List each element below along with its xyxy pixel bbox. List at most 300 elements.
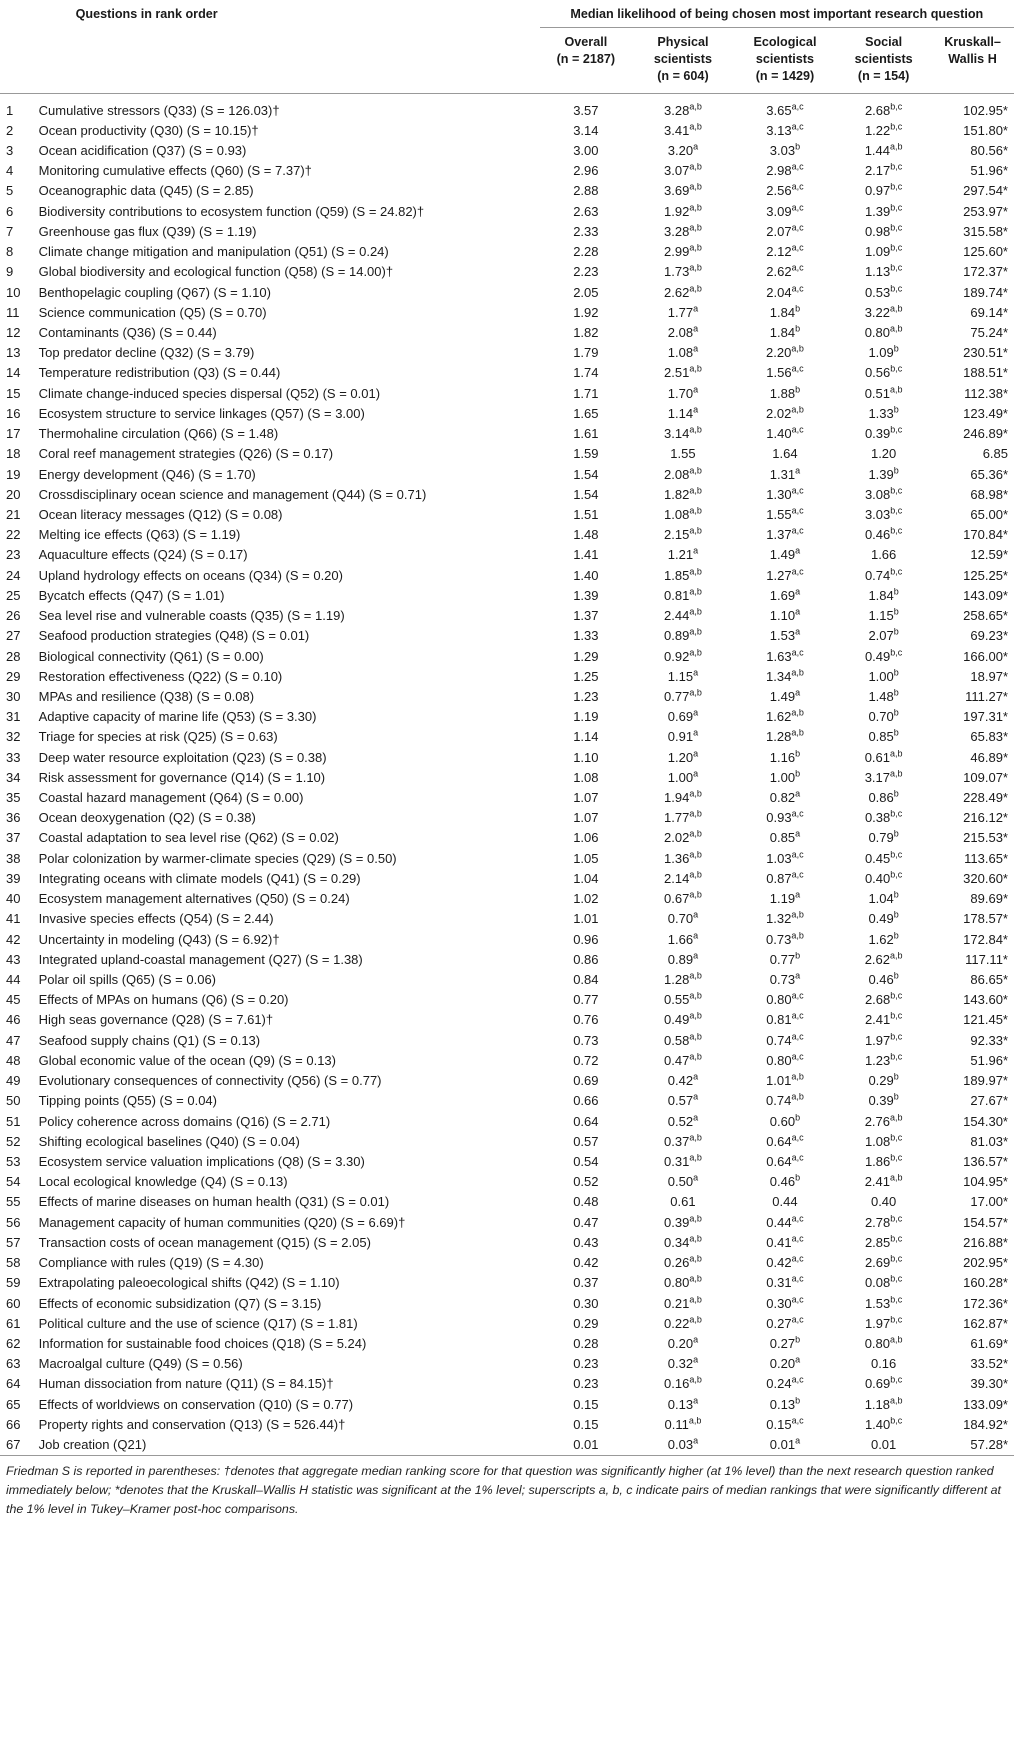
table-row [0,707,1014,727]
physical-cell: 1.73$^{a,b}$ [664,263,702,280]
table-row [0,444,1014,464]
significance-superscript: b,c [890,505,903,516]
question-cell: Polar colonization by warmer-climate species (Q29) (S = 0.50) [38,850,397,866]
rank-cell: 23 [6,547,21,563]
question-cell: Job creation (Q21) [38,1437,147,1453]
kruskall-wallis-cell: 86.65* [970,972,1008,988]
significance-superscript: a,b [689,788,702,799]
rank-cell: 56 [6,1214,21,1230]
ecological-cell: 1.34$^{a,b}$ [766,667,804,684]
social-cell: 1.09$^b$ [868,343,899,361]
social-cell: 2.68$^{b,c}$ [864,990,903,1008]
kruskall-wallis-cell: 151.80* [963,122,1008,138]
kruskall-wallis-cell: 172.84* [963,931,1008,947]
physical-cell: 0.37$^{a,b}$ [664,1132,702,1149]
physical-cell: 0.57$^a$ [667,1092,699,1109]
overall-cell: 0.73 [573,1032,599,1048]
significance-superscript: b [893,586,899,597]
significance-superscript: a,c [791,121,804,132]
overall-cell: 2.28 [573,244,599,260]
significance-superscript: a,b [689,1294,702,1305]
overall-cell: 0.84 [573,972,599,988]
overall-cell: 0.15 [573,1416,599,1432]
significance-superscript: a [693,728,699,739]
kruskall-wallis-cell: 104.95* [963,1174,1008,1190]
significance-superscript: b,c [890,525,903,536]
table-row [0,909,1014,929]
ecological-cell: 2.56$^{a,c}$ [766,182,804,199]
significance-superscript: a [693,141,699,152]
kruskall-wallis-cell: 246.89* [963,426,1008,442]
significance-superscript: a [795,829,801,840]
physical-cell: 2.99$^{a,b}$ [664,242,702,260]
overall-cell: 1.40 [573,567,599,583]
social-cell: 1.66 [870,547,897,563]
significance-superscript: a,b [689,687,702,698]
significance-superscript: b,c [890,647,903,658]
significance-superscript: a [693,384,699,395]
significance-superscript: b,c [890,182,903,193]
question-cell: Compliance with rules (Q19) (S = 4.30) [38,1255,264,1271]
physical-cell: 0.16$^{a,b}$ [664,1375,702,1392]
kruskall-wallis-cell: 57.28* [970,1437,1008,1453]
ecological-cell: 1.00$^b$ [769,768,801,785]
question-cell: Shifting ecological baselines (Q40) (S = 0.04) [38,1133,300,1149]
kruskall-wallis-cell: 133.09* [963,1396,1008,1412]
significance-superscript: a,b [689,222,702,233]
question-cell: Coastal hazard management (Q64) (S = 0.00) [38,790,304,806]
significance-superscript: a,b [890,384,903,395]
kruskall-wallis-cell: 46.89* [970,749,1008,765]
rank-cell: 36 [6,810,21,826]
table-row [0,1172,1014,1192]
significance-superscript: b [795,141,801,152]
significance-superscript: b [893,970,899,981]
ecological-cell: 2.02$^{a,b}$ [766,404,804,421]
significance-superscript: b,c [890,1233,903,1244]
significance-superscript: b [795,1395,801,1406]
significance-superscript: a,b [791,930,804,941]
physical-cell: 1.15$^a$ [667,667,699,684]
overall-cell: 1.01 [573,911,599,927]
significance-superscript: a,b [890,768,903,779]
physical-cell: 0.55$^{a,b}$ [664,990,702,1008]
social-cell: 1.08$^{b,c}$ [864,1132,903,1149]
significance-superscript: a,c [791,1011,804,1022]
rank-cell: 21 [6,506,21,522]
table-row [0,686,1014,706]
kruskall-wallis-cell: 216.12* [963,810,1008,826]
significance-superscript: b,c [890,1132,903,1143]
kruskall-wallis-cell: 68.98* [970,486,1008,502]
rank-cell: 51 [6,1113,21,1129]
overall-cell: 0.23 [573,1376,599,1392]
overall-cell: 0.57 [573,1133,599,1149]
significance-superscript: a,b [890,323,903,334]
overall-cell: 1.07 [573,810,599,826]
social-cell: 1.84$^b$ [868,586,899,603]
table-row [0,383,1014,403]
question-cell: Effects of marine diseases on human health (Q31) (S = 0.01) [38,1194,390,1210]
ecological-cell: 0.81$^{a,c}$ [766,1011,804,1028]
table-row [0,1273,1014,1293]
table-row [0,969,1014,989]
significance-superscript: a,b [890,950,903,961]
table-row [0,1414,1014,1434]
significance-superscript: b [893,829,899,840]
overall-cell: 3.00 [573,143,599,159]
table-row [0,403,1014,423]
rank-cell: 59 [6,1275,21,1291]
ecological-cell: 2.12$^{a,c}$ [766,242,804,260]
rank-cell: 10 [6,284,21,300]
ecological-cell: 0.74$^{a,c}$ [766,1031,804,1048]
kruskall-wallis-cell: 188.51* [963,365,1008,381]
question-cell: Management capacity of human communities (Q20) (S = 6.69)† [38,1214,406,1230]
question-cell: Effects of MPAs on humans (Q6) (S = 0.20) [38,992,289,1008]
ecological-cell: 1.40$^{a,c}$ [766,424,804,442]
overall-cell: 1.41 [573,547,599,563]
question-cell: Political culture and the use of science (Q17) (S = 1.81) [38,1315,358,1331]
table-row [0,1212,1014,1232]
rank-cell: 50 [6,1093,21,1109]
question-cell: Adaptive capacity of marine life (Q53) (S = 3.30) [38,709,317,725]
rank-cell: 58 [6,1255,21,1271]
overall-cell: 0.76 [573,1012,599,1028]
kruskall-wallis-cell: 27.67* [970,1093,1008,1109]
table-row [0,94,1014,121]
table-body [0,94,1014,1456]
kruskall-wallis-cell: 75.24* [970,325,1008,341]
footnote-row [0,1455,1014,1519]
significance-superscript: a,b [890,1172,903,1183]
significance-superscript: b,c [890,808,903,819]
significance-superscript: b [893,667,899,678]
significance-superscript: a,b [689,364,702,375]
question-cell: Evolutionary consequences of connectivity (Q56) (S = 0.77) [38,1073,382,1089]
significance-superscript: b [795,1172,801,1183]
significance-superscript: a,b [689,242,702,253]
overall-cell: 2.96 [573,163,599,179]
social-cell: 1.86$^{b,c}$ [864,1152,903,1169]
question-cell: Top predator decline (Q32) (S = 3.79) [38,345,255,361]
table-row [0,889,1014,909]
kruskall-wallis-cell: 80.56* [970,143,1008,159]
rank-cell: 4 [6,163,14,179]
question-cell: Integrated upland-coastal management (Q27) (S = 1.38) [38,951,363,967]
rank-cell: 63 [6,1356,21,1372]
question-cell: Global biodiversity and ecological function (Q58) (S = 14.00)† [38,264,394,280]
overall-cell: 3.14 [573,122,599,138]
overall-cell: 1.74 [573,365,599,381]
overall-cell: 0.28 [573,1335,599,1351]
physical-cell: 3.14$^{a,b}$ [664,424,702,442]
table-row [0,525,1014,545]
physical-cell: 0.49$^{a,b}$ [664,1011,702,1028]
significance-superscript: a,b [689,606,702,617]
ecological-cell: 2.62$^{a,c}$ [766,263,804,280]
table-row [0,747,1014,767]
overall-cell: 3.57 [573,102,599,118]
question-cell: Energy development (Q46) (S = 1.70) [38,466,256,482]
rank-cell: 31 [6,709,21,725]
table-row [0,504,1014,524]
rankings-table [0,6,1014,1519]
kruskall-wallis-cell: 113.65* [964,850,1008,866]
rank-cell: 12 [6,325,21,341]
table-row [0,302,1014,322]
overall-cell: 1.82 [573,325,599,341]
kruskall-wallis-cell: 65.36* [970,466,1008,482]
table-row [0,1010,1014,1030]
significance-superscript: a [693,1071,699,1082]
question-cell: Macroalgal culture (Q49) (S = 0.56) [38,1356,243,1372]
physical-cell: 1.94$^{a,b}$ [664,788,702,806]
significance-superscript: a [693,404,699,415]
table-row [0,1354,1014,1374]
question-cell: Aquaculture effects (Q24) (S = 0.17) [38,547,248,563]
significance-superscript: a,c [791,1375,804,1386]
question-cell: Ocean productivity (Q30) (S = 10.15)† [38,122,259,138]
significance-superscript: a [693,930,699,941]
question-cell: Biodiversity contributions to ecosystem function (Q59) (S = 24.82)† [38,203,425,219]
significance-superscript: b,c [890,222,903,233]
table-row [0,1192,1014,1212]
physical-cell: 0.67$^{a,b}$ [664,889,702,907]
rank-cell: 8 [6,244,14,260]
significance-superscript: b,c [890,364,903,375]
ecological-cell: 0.80$^{a,c}$ [766,990,804,1008]
significance-superscript: a,c [791,182,804,193]
kruskall-wallis-cell: 253.97* [963,203,1008,219]
kruskall-wallis-cell: 258.65* [963,608,1008,624]
table-row [0,424,1014,444]
overall-cell: 0.96 [573,931,599,947]
kruskall-wallis-cell: 39.30* [970,1376,1008,1392]
significance-superscript: b [795,1112,801,1123]
overall-cell: 1.51 [573,506,599,522]
table-row [0,990,1014,1010]
col-header-overall: Overall (n = 2187) [540,28,633,94]
significance-superscript: b,c [890,1051,903,1062]
rank-cell: 44 [6,972,21,988]
ecological-cell: 3.03$^b$ [769,141,801,159]
ecological-cell: 1.84$^b$ [769,323,801,341]
ecological-cell: 1.30$^{a,c}$ [766,485,804,502]
significance-superscript: a,c [791,485,804,496]
physical-cell: 0.21$^{a,b}$ [664,1294,702,1311]
social-cell: 1.15$^b$ [868,606,899,624]
rank-cell: 37 [6,830,21,846]
ecological-cell: 0.44$^{a,c}$ [766,1213,804,1230]
physical-cell: 1.70$^a$ [667,384,699,401]
ecological-cell: 0.93$^{a,c}$ [766,808,804,826]
significance-superscript: a [795,586,801,597]
social-cell: 0.51$^{a,b}$ [864,384,903,401]
social-cell: 3.17$^{a,b}$ [864,768,903,785]
significance-superscript: a,b [689,1253,702,1264]
significance-superscript: a,c [791,808,804,819]
social-cell: 2.69$^{b,c}$ [864,1253,903,1271]
significance-superscript: b,c [890,1294,903,1305]
significance-superscript: a,b [689,101,702,112]
median-group-header: Median likelihood of being chosen most important research question [540,6,1014,28]
significance-superscript: a [693,950,699,961]
significance-superscript: a,c [791,1031,804,1042]
ecological-cell: 2.20$^{a,b}$ [766,343,804,361]
rank-cell: 29 [6,668,21,684]
significance-superscript: a,c [791,1253,804,1264]
question-cell: Effects of worldviews on conservation (Q10) (S = 0.77) [38,1396,354,1412]
significance-superscript: a [795,1354,801,1365]
table-row [0,1333,1014,1353]
significance-superscript: a,c [791,222,804,233]
significance-superscript: b [795,950,801,961]
social-cell: 1.23$^{b,c}$ [864,1051,903,1068]
significance-superscript: a [693,343,699,354]
significance-superscript: b,c [890,485,903,496]
significance-superscript: a,b [689,990,702,1001]
kruskall-wallis-cell: 17.00* [970,1194,1008,1210]
question-cell: Temperature redistribution (Q3) (S = 0.44) [38,365,281,381]
ecological-cell: 1.01$^{a,b}$ [766,1071,804,1089]
significance-superscript: a,c [791,1415,804,1426]
significance-superscript: b,c [890,849,903,860]
table-row [0,120,1014,140]
question-cell: Contaminants (Q36) (S = 0.44) [38,325,217,341]
significance-superscript: a,b [689,1314,702,1325]
table-row [0,1293,1014,1313]
ecological-cell: 3.65$^{a,c}$ [766,101,804,118]
overall-cell: 0.77 [573,992,599,1008]
overall-cell: 1.79 [573,345,599,361]
significance-superscript: a,c [791,1314,804,1325]
table-row [0,767,1014,787]
rank-cell: 33 [6,749,21,765]
significance-superscript: b,c [890,1213,903,1224]
significance-superscript: a,c [791,424,804,435]
significance-superscript: a,b [689,869,702,880]
col-header-social: Social scientists (n = 154) [836,28,931,94]
social-cell: 3.03$^{b,c}$ [864,505,903,522]
physical-cell: 1.36$^{a,b}$ [664,849,702,866]
physical-cell: 1.08$^{a,b}$ [664,505,702,522]
question-cell: Property rights and conservation (Q13) (S = 526.44)† [38,1416,346,1432]
ecological-cell: 3.13$^{a,c}$ [766,121,804,138]
ecological-cell: 2.07$^{a,c}$ [766,222,804,239]
significance-superscript: b [893,1071,899,1082]
significance-superscript: a,b [890,141,903,152]
overall-cell: 0.42 [573,1255,599,1271]
question-cell: Climate change mitigation and manipulation (Q51) (S = 0.24) [38,244,389,260]
rank-cell: 25 [6,587,21,603]
question-cell: Cumulative stressors (Q33) (S = 126.03)† [38,102,280,118]
table-row [0,868,1014,888]
significance-superscript: a [693,768,699,779]
social-cell: 2.41$^{a,b}$ [864,1172,903,1190]
physical-cell: 0.89$^a$ [667,950,699,967]
social-cell: 0.08$^{b,c}$ [864,1273,903,1291]
significance-superscript: a [795,626,801,637]
col-header-physical: Physical scientists (n = 604) [632,28,734,94]
physical-cell: 1.20$^a$ [667,748,699,765]
ecological-cell: 0.82$^a$ [769,788,801,806]
question-cell: Tipping points (Q55) (S = 0.04) [38,1093,217,1109]
significance-superscript: a,b [689,1031,702,1042]
significance-superscript: b,c [890,566,903,577]
significance-superscript: a,b [689,161,702,172]
table-row [0,1131,1014,1151]
rank-cell: 19 [6,466,21,482]
social-cell: 0.69$^{b,c}$ [864,1375,903,1392]
physical-cell: 1.55 [670,446,696,462]
question-cell: Ocean literacy messages (Q12) (S = 0.08) [38,506,283,522]
significance-superscript: a [795,465,801,476]
kruskall-wallis-cell: 172.36* [963,1295,1008,1311]
significance-superscript: b,c [890,1152,903,1163]
significance-superscript: b,c [890,101,903,112]
physical-cell: 1.00$^a$ [667,768,699,785]
social-cell: 1.48$^b$ [868,687,899,704]
significance-superscript: b,c [890,424,903,435]
significance-superscript: a,b [890,1395,903,1406]
rank-cell: 66 [6,1416,21,1432]
ecological-cell: 0.85$^a$ [769,829,801,846]
social-cell: 1.97$^{b,c}$ [864,1314,903,1331]
overall-cell: 0.54 [573,1153,599,1169]
physical-cell: 2.44$^{a,b}$ [664,606,702,624]
significance-superscript: b [893,1092,899,1102]
table-row [0,464,1014,484]
significance-superscript: a,b [890,748,903,759]
physical-cell: 1.77$^{a,b}$ [664,808,702,826]
significance-superscript: a,c [791,202,804,213]
overall-cell: 0.72 [573,1052,599,1068]
social-cell: 2.85$^{b,c}$ [864,1233,903,1250]
significance-superscript: a,b [689,1233,702,1244]
significance-superscript: a,b [689,647,702,658]
significance-superscript: b,c [890,1273,903,1284]
table-row [0,242,1014,262]
kruskall-wallis-cell: 136.57* [963,1153,1008,1169]
table-row [0,787,1014,807]
social-cell: 0.49$^{b,c}$ [864,647,903,664]
social-cell: 0.70$^b$ [868,707,899,725]
question-cell: Upland hydrology effects on oceans (Q34) (S = 0.20) [38,567,343,583]
significance-superscript: a,b [791,1071,804,1082]
significance-superscript: a,c [791,990,804,1001]
social-cell: 0.85$^b$ [868,728,899,745]
significance-superscript: b [893,889,899,900]
significance-superscript: a,b [689,586,702,597]
ecological-cell: 0.01$^a$ [769,1435,801,1453]
table-row [0,1151,1014,1171]
significance-superscript: b,c [890,1031,903,1042]
significance-superscript: b [795,1334,801,1345]
rank-cell: 24 [6,567,21,583]
significance-superscript: a,c [791,1152,804,1163]
overall-cell: 1.37 [573,608,599,624]
rank-cell: 64 [6,1376,21,1392]
ecological-cell: 1.49$^a$ [769,546,801,563]
ecological-cell: 0.13$^b$ [769,1395,801,1412]
social-cell: 2.76$^{a,b}$ [864,1112,903,1129]
social-cell: 0.80$^{a,b}$ [864,323,903,341]
physical-cell: 0.32$^a$ [667,1354,699,1372]
rank-cell: 30 [6,688,21,704]
table-row [0,605,1014,625]
physical-cell: 0.70$^a$ [667,910,699,927]
